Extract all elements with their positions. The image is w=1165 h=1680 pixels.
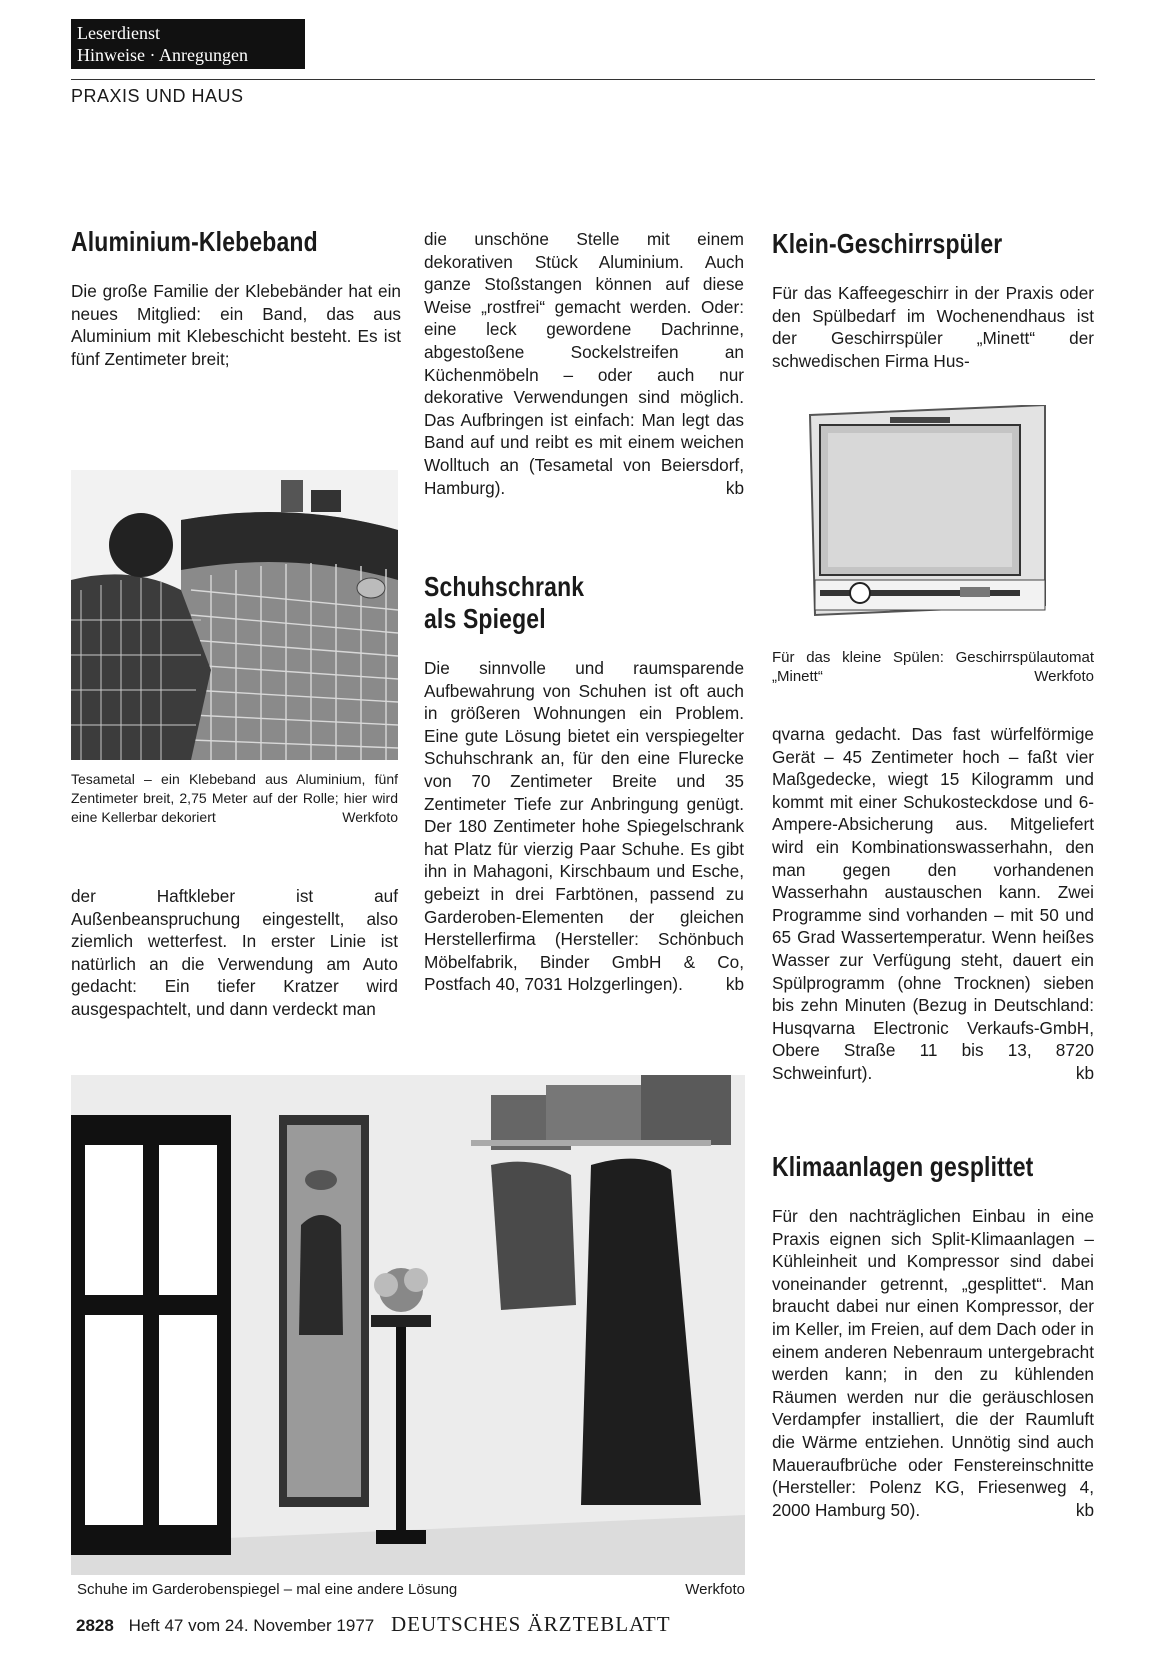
- article-title: Aluminium-Klebeband: [71, 226, 318, 257]
- garderobe-photo: [71, 1075, 745, 1575]
- author-sig: kb: [725, 477, 744, 498]
- photo-credit: Werkfoto: [1034, 668, 1094, 685]
- caption-text: Für das kleine Spülen: Geschirrspülautomat „Minett“: [772, 649, 1094, 685]
- article-title-line1: Schuhschrank: [424, 571, 585, 602]
- section-badge: [71, 19, 305, 69]
- geschirr-continued: [772, 723, 1094, 1085]
- author-sig: kb: [725, 974, 744, 995]
- article-aluminium: [71, 226, 401, 370]
- caption-text: Tesametal – ein Klebeband aus Aluminium, fünf Zentimeter breit, 2,75 Meter auf der Rolle; hier wird eine Kellerbar dekoriert: [71, 771, 398, 825]
- badge-line-2: Hinweise · Anregungen: [77, 45, 248, 65]
- author-sig: kb: [1075, 1062, 1094, 1083]
- badge-line-1: Leserdienst: [77, 23, 160, 43]
- article-text: Die sinnvolle und raumsparende Aufbewahrung von Schuhen ist oft auch in größeren Wohnungen ein Problem. Eine gute Lösung bietet ein verspiegelter Schuhschrank an, für den eine Flurecke von 70 Zentimeter Breite und 35 Zentimeter Tiefe zur Anbringung genügt. Der 180 Zentimeter hohe Spiegelschrank hat Platz für vierzig Paar Schuhe. Es gibt ihn in Mahagoni, Kirschbaum und Esche, gebeizt in drei Farbtönen, passend zu Garderoben-Elementen der gleichen Herstellerfirma (Hersteller: Schönbuch Möbelfabrik, Binder GmbH & Co, Postfach 40, 7031 Holzgerlingen).: [424, 658, 744, 995]
- aluminium-col2: [424, 228, 744, 499]
- aluminium-photo-caption: [71, 770, 398, 827]
- article-intro: Für das Kaffeegeschirr in der Praxis oder den Spülbedarf im Wochenendhaus ist der Geschirrspüler „Minett“ der schwedischen Firma Hus-: [772, 283, 1094, 371]
- page-number: 2828: [76, 1616, 114, 1635]
- article-title: Klimaanlagen gesplittet: [772, 1151, 1034, 1182]
- article-klima: [772, 1151, 1094, 1521]
- article-text: qvarna gedacht. Das fast würfelförmige Gerät – 45 Zentimeter hoch – faßt vier Maßgedecke, wiegt 15 Kilogramm und kommt mit einer Schukosteckdose und 6-Ampere-Absicherung aus. Mitgeliefert wird ein Kombinationswasserhahn, den man gegen den vorhandenen Wasserhahn austauschen kann. Zwei Programme sind vorhanden – mit 50 und 65 Grad Wassertemperatur. Wenn heißes Wasser zur Verfügung steht, dauert ein Spülprogramm (ohne Trocknen) sieben bis zehn Minuten (Bezug in Deutschland: Husqvarna Electronic Verkaufs-GmbH, Obere Straße 11 bis 13, 8720 Schweinfurt).: [772, 724, 1094, 1083]
- article-title: Klein-Geschirrspüler: [772, 228, 1003, 259]
- aluminium-continued: der Haftkleber ist auf Außenbeanspruchung eingestellt, also ziemlich wetterfest. In erster Linie ist natürlich an die Verwendung am Auto gedacht: Ein tiefer Kratzer wird ausgespachtelt, und dann verdeckt man: [71, 886, 398, 1019]
- issue-info: Heft 47 vom 24. November 1977: [128, 1616, 375, 1635]
- article-text: die unschöne Stelle mit einem dekorativen Stück Aluminium. Auch ganze Stoßstangen können auf diese Weise „rostfrei“ gemacht werden. Oder: eine leck gewordene Dachrinne, abgestoßene Sockelstreifen an Küchenmöbeln – oder auch nur dekorative Verwendungen sind möglich. Das Aufbringen ist einfach: Man legt das Band auf und reibt es mit einem weichen Wolltuch an (Tesametal von Beiersdorf, Hamburg).: [424, 229, 744, 498]
- article-text-block: [424, 657, 744, 996]
- article-intro: Die große Familie der Klebebänder hat ein neues Mitglied: ein Band, das aus Aluminium mit Klebeschicht besteht. Es ist fünf Zentimeter breit;: [71, 281, 401, 369]
- header-rule: [71, 79, 1095, 80]
- photo-credit: Werkfoto: [342, 809, 398, 825]
- geschirrspueler-photo: [790, 405, 1070, 643]
- geschirr-photo-caption: [772, 648, 1094, 686]
- caption-text: Schuhe im Garderobenspiegel – mal eine andere Lösung: [77, 1581, 458, 1598]
- section-title: PRAXIS UND HAUS: [71, 86, 244, 106]
- garderobe-photo-caption: [77, 1580, 745, 1599]
- article-text-block: [772, 1205, 1094, 1521]
- magazine-name: DEUTSCHES ÄRZTEBLATT: [390, 1612, 671, 1636]
- article-title-line2: als Spiegel: [424, 603, 546, 634]
- author-sig: kb: [1075, 1499, 1094, 1520]
- article-schuhschrank: [424, 571, 744, 996]
- article-geschirr: [772, 228, 1094, 372]
- article-text: Für den nachträglichen Einbau in eine Praxis eignen sich Split-Klimaanlagen – Kühleinheit und Kompressor sind dabei voneinander getrennt, „gesplittet“. Man braucht dabei nur einen Kompressor, der im Keller, im Freien, auf dem Dach oder in einem anderen Nebenraum untergebracht werden kann; in den zu kühlenden Räumen werden nur die geräuschlosen Verdampfer installiert, die der Raumluft die Wärme entziehen. Unnötig sind auch Maueraufbrüche oder Fenstereinschnitte (Hersteller: Polenz KG, Friesenweg 4, 2000 Hamburg 50).: [772, 1206, 1094, 1520]
- kellerbar-photo: [71, 470, 398, 760]
- photo-credit: Werkfoto: [685, 1581, 745, 1598]
- page-footer: [76, 1612, 671, 1637]
